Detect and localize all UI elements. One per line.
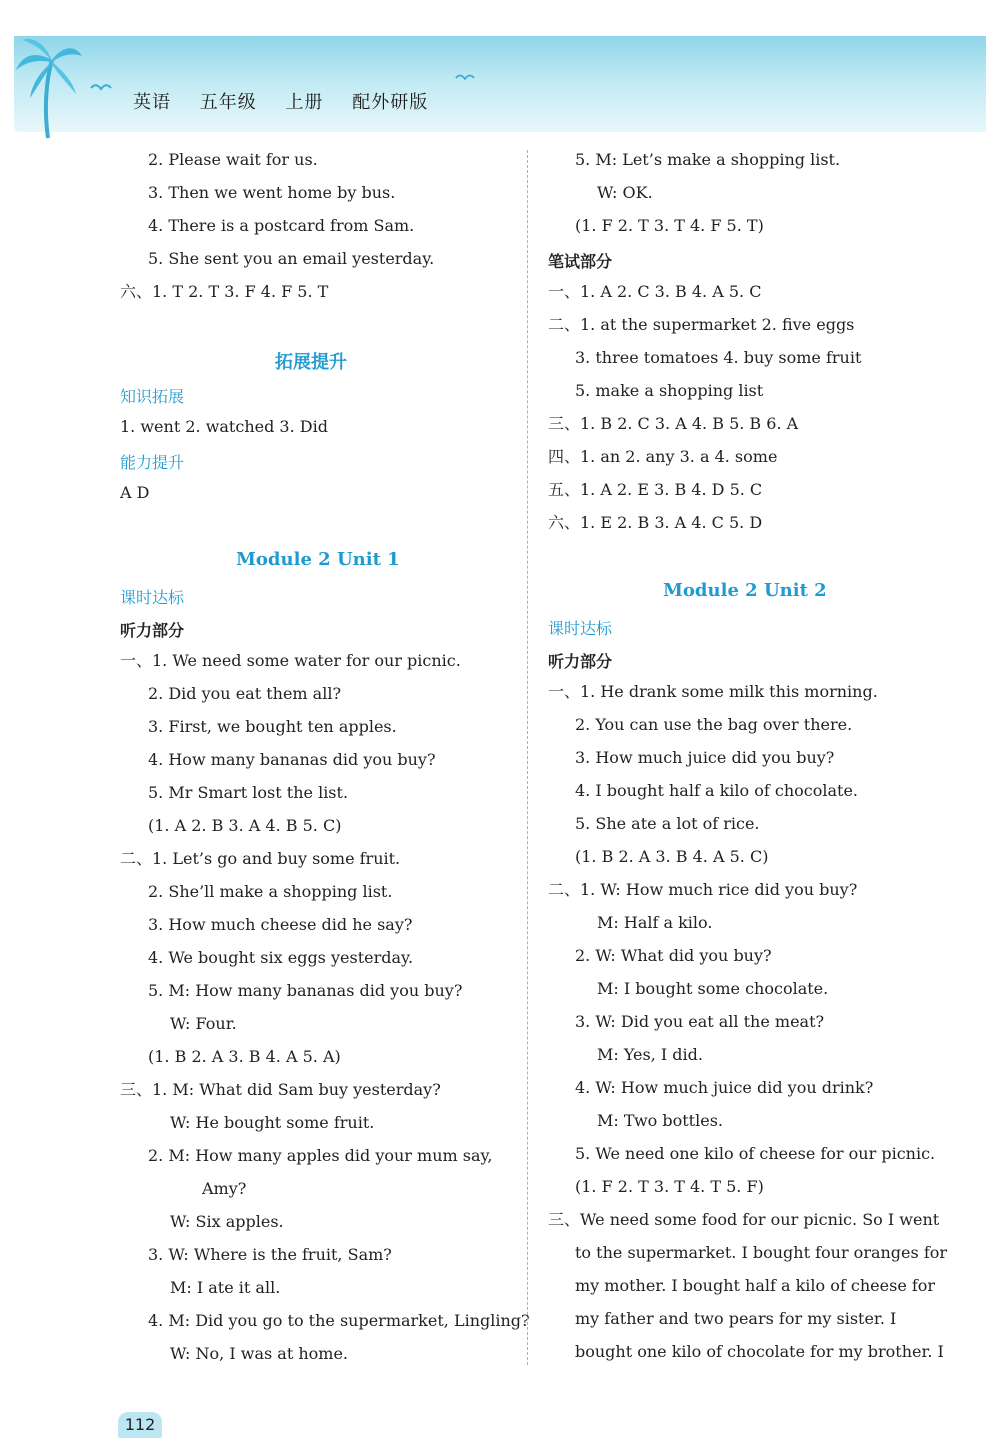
answer-line: 3. How much cheese did he say? [148,915,413,934]
answer-line: W: OK. [597,183,653,202]
section-title: 拓展提升 [275,352,347,373]
answer-line: 一、1. We need some water for our picnic. [120,651,461,670]
column-divider [527,150,528,1365]
answer-line: 二、1. at the supermarket 2. five eggs [548,315,855,334]
answer-line: 2. She’ll make a shopping list. [148,882,393,901]
answer-line: 1. went 2. watched 3. Did [120,417,328,436]
answer-line: 二、1. Let’s go and buy some fruit. [120,849,401,868]
grade: 五年级 [199,92,257,113]
answer-line: bought one kilo of chocolate for my brother. I [575,1342,944,1361]
answer-line: 六、1. T 2. T 3. F 4. F 5. T [120,282,329,301]
subsection-heading: 听力部分 [120,621,185,640]
answer-line: 五、1. A 2. E 3. B 4. D 5. C [548,480,763,499]
bird-icon [455,72,475,84]
answer-line: 六、1. E 2. B 3. A 4. C 5. D [548,513,763,532]
answer-line: 4. M: Did you go to the supermarket, Lingling? [148,1311,530,1330]
answer-line: my father and two pears for my sister. I [575,1309,897,1328]
answer-line: M: Yes, I did. [597,1045,703,1064]
page-number: 112 [118,1412,162,1438]
answer-line: 5. She sent you an email yesterday. [148,249,435,268]
volume: 上册 [285,92,324,113]
answer-line: A D [120,483,150,502]
answer-line: 4. How many bananas did you buy? [148,750,436,769]
answer-line: M: Half a kilo. [597,913,713,932]
answer-line: Amy? [202,1179,247,1198]
answer-line: W: No, I was at home. [170,1344,348,1363]
answer-line: (1. B 2. A 3. B 4. A 5. A) [148,1047,341,1066]
answer-line: 一、1. A 2. C 3. B 4. A 5. C [548,282,762,301]
answer-line: 3. three tomatoes 4. buy some fruit [575,348,862,367]
answer-line: 5. make a shopping list [575,381,764,400]
answer-line: (1. F 2. T 3. T 4. T 5. F) [575,1177,764,1196]
answer-line: 2. Please wait for us. [148,150,318,169]
answer-line: 5. She ate a lot of rice. [575,814,760,833]
answer-line: (1. A 2. B 3. A 4. B 5. C) [148,816,342,835]
answer-line: 二、1. W: How much rice did you buy? [548,880,858,899]
answer-line: (1. F 2. T 3. T 4. F 5. T) [575,216,764,235]
answer-line: 5. Mr Smart lost the list. [148,783,349,802]
answer-line: M: Two bottles. [597,1111,723,1130]
answer-line: 5. M: How many bananas did you buy? [148,981,463,1000]
answer-line: M: I bought some chocolate. [597,979,829,998]
answer-line: 4. I bought half a kilo of chocolate. [575,781,859,800]
answer-line: to the supermarket. I bought four oranges for [575,1243,948,1262]
answer-line: 三、We need some food for our picnic. So I went [548,1210,940,1229]
section-title: Module 2 Unit 2 [663,580,827,601]
section-heading: 课时达标 [120,588,185,607]
answer-line: 一、1. He drank some milk this morning. [548,682,878,701]
answer-line: 2. M: How many apples did your mum say, [148,1146,493,1165]
answer-line: 5. We need one kilo of cheese for our picnic. [575,1144,936,1163]
answer-line: 三、1. M: What did Sam buy yesterday? [120,1080,441,1099]
answer-line: 4. We bought six eggs yesterday. [148,948,414,967]
answer-line: my mother. I bought half a kilo of cheese for [575,1276,936,1295]
section-heading: 能力提升 [120,453,185,472]
answer-line: 2. Did you eat them all? [148,684,342,703]
subject: 英语 [133,92,171,113]
subsection-heading: 笔试部分 [548,252,613,271]
answer-line: 3. First, we bought ten apples. [148,717,397,736]
answer-line: 2. You can use the bag over there. [575,715,853,734]
answer-line: 4. W: How much juice did you drink? [575,1078,874,1097]
answer-line: (1. B 2. A 3. B 4. A 5. C) [575,847,769,866]
answer-line: 3. How much juice did you buy? [575,748,835,767]
bird-icon [90,82,112,94]
section-heading: 课时达标 [548,619,613,638]
answer-line: M: I ate it all. [170,1278,281,1297]
answer-line: W: Six apples. [170,1212,284,1231]
section-title: Module 2 Unit 1 [236,549,400,570]
palm-tree-icon [14,30,84,140]
answer-line: W: Four. [170,1014,237,1033]
answer-line: 2. W: What did you buy? [575,946,772,965]
page-header [133,88,450,114]
subsection-heading: 听力部分 [548,652,613,671]
answer-line: W: He bought some fruit. [170,1113,375,1132]
edition: 配外研版 [352,92,429,113]
header-banner [14,36,986,132]
answer-line: 四、1. an 2. any 3. a 4. some [548,447,778,466]
answer-line: 三、1. B 2. C 3. A 4. B 5. B 6. A [548,414,799,433]
answer-line: 4. There is a postcard from Sam. [148,216,415,235]
answer-line: 3. Then we went home by bus. [148,183,396,202]
section-heading: 知识拓展 [120,387,185,406]
answer-line: 3. W: Where is the fruit, Sam? [148,1245,392,1264]
answer-line: 3. W: Did you eat all the meat? [575,1012,825,1031]
answer-line: 5. M: Let’s make a shopping list. [575,150,841,169]
